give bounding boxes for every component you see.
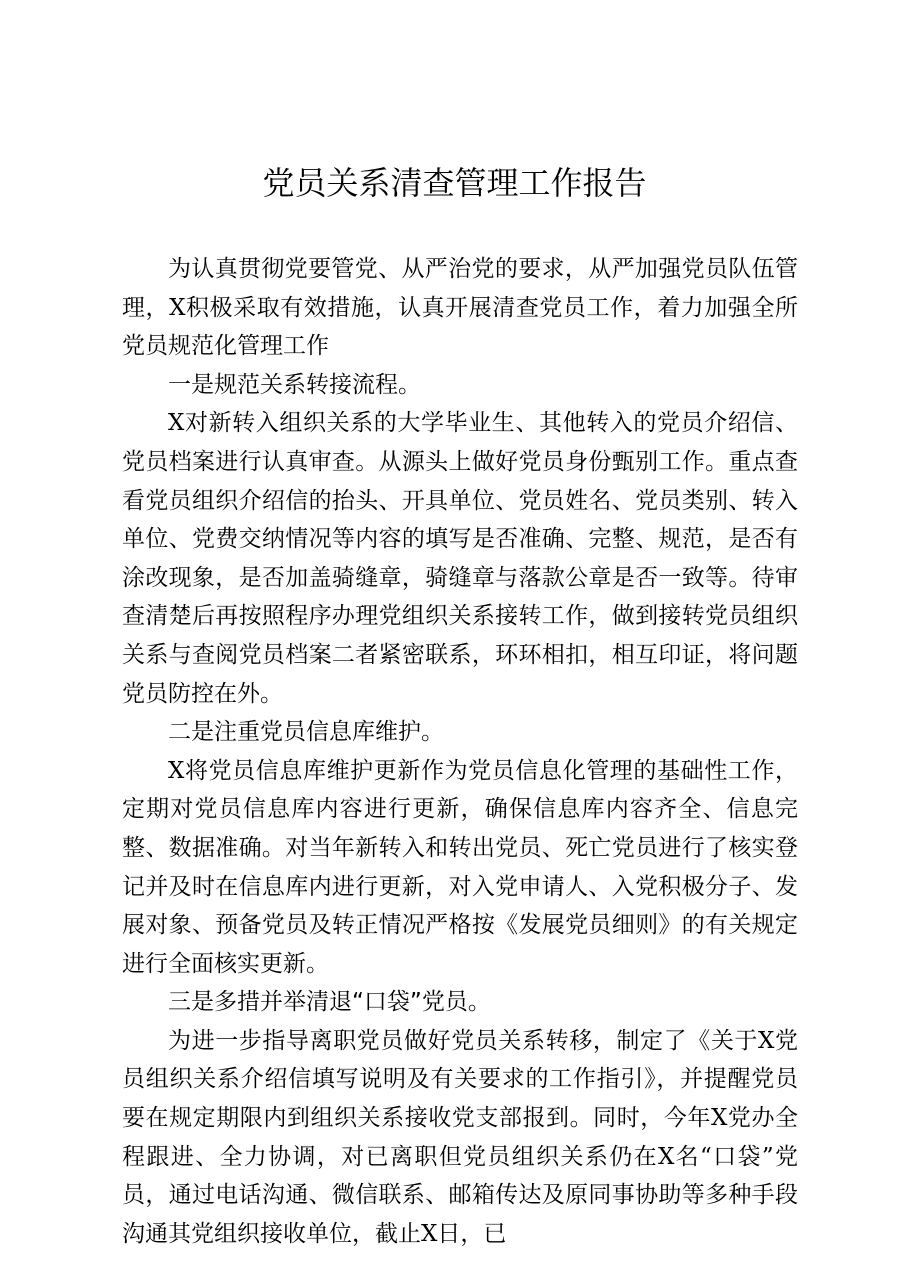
section-heading-2: 二是注重党员信息库维护。	[168, 719, 444, 746]
section-paragraph-3: 为进一步指导离职党员做好党员关系转移，制定了《关于X党员组织关系介绍信填写说明及有关要求的工作指引》，并提醒党员要在规定期限内到组织关系接收党支部报到。同时，今年X党办全程跟进、全力协调，对已离职但党员组织关系仍在X名“口袋”党员，通过电话沟通、微信联系、邮箱传达及原同事协助等多种手段沟通其党组织接收单位，截止X日，已	[122, 1027, 798, 1247]
document-title: 党员关系清查管理工作报告	[262, 164, 647, 202]
section-heading-3: 三是多措并举清退“口袋”党员。	[168, 989, 491, 1016]
section-paragraph-1: X对新转入组织关系的大学毕业生、其他转入的党员介绍信、党员档案进行认真审查。从源头上做好党员身份甄别工作。重点查看党员组织介绍信的抬头、开具单位、党员姓名、党员类别、转入单位、党费交纳情况等内容的填写是否准确、完整、规范，是否有涂改现象，是否加盖骑缝章，骑缝章与落款公章是否一致等。待审查清楚后再按照程序办理党组织关系接转工作，做到接转党员组织关系与查阅党员档案二者紧密联系，环环相扣，相互印证，将问题党员防控在外。	[122, 410, 798, 707]
section-heading-1: 一是规范关系转接流程。	[168, 371, 421, 398]
section-paragraph-2: X将党员信息库维护更新作为党员信息化管理的基础性工作，定期对党员信息库内容进行更新，确保信息库内容齐全、信息完整、数据准确。对当年新转入和转出党员、死亡党员进行了核实登记并及时在信息库内进行更新，对入党申请人、入党积极分子、发展对象、预备党员及转正情况严格按《发展党员细则》的有关规定进行全面核实更新。	[122, 757, 798, 977]
document-body	[122, 250, 798, 1253]
intro-paragraph: 为认真贯彻党要管党、从严治党的要求，从严加强党员队伍管理，X积极采取有效措施，认真开展清查党员工作，着力加强全所党员规范化管理工作	[122, 256, 798, 360]
